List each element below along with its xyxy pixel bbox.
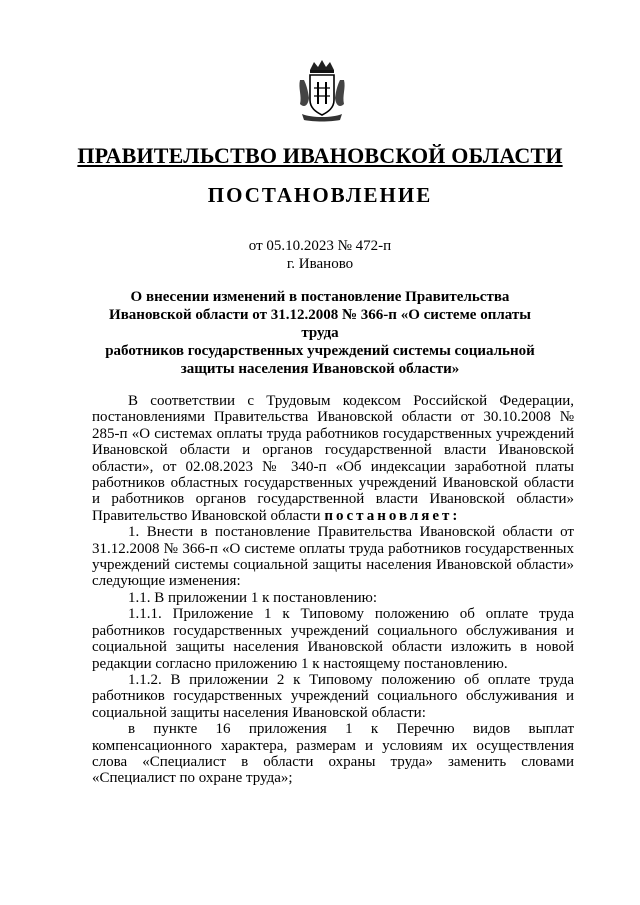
document-type: ПОСТАНОВЛЕНИЕ [207, 183, 433, 207]
heading-line: работников государственных учреждений системы социальной [105, 343, 535, 359]
decree-word: постановляет: [324, 507, 461, 524]
government-title: ПРАВИТЕЛЬСТВО ИВАНОВСКОЙ ОБЛАСТИ [77, 143, 563, 168]
document-place: г. Иваново [286, 256, 354, 272]
document-body [92, 393, 574, 787]
paragraph-text: В соответствии с Трудовым кодексом Российской Федерации, постановлениями Правительства Ивановской области от 30.10.2008 № 285-п «О системах оплаты труда работников государственных учреждений Ивановской области и органов государственной власти Ивановской области», от 02.08.2023 № 340-п «Об индексации заработной платы работников областных государственных учреждений Ивановской области и работников органов государственной власти Ивановской области» Правительство Ивановской области [92, 393, 574, 524]
body-paragraph: 1.1.1. Приложение 1 к Типовому положению об оплате труда работников государственных учреждений социального обслуживания и социальной защиты населения Ивановской области изложить в новой редакции согласно приложению 1 к настоящему постановлению. [92, 606, 574, 672]
body-paragraph [92, 393, 574, 524]
document-date-number: от 05.10.2023 № 472-п [248, 238, 392, 254]
body-paragraph: в пункте 16 приложения 1 к Перечню видов выплат компенсационного характера, размерам и условиям их осуществления слова «Специалист в области охраны труда» заменить словами «Специалист по охране труда»; [92, 721, 574, 787]
body-paragraph: 1. Внести в постановление Правительства Ивановской области от 31.12.2008 № 366-п «О системе оплаты труда работников государственных учреждений системы социальной защиты населения Ивановской области» следующие изменения: [92, 524, 574, 590]
heading-line: защиты населения Ивановской области» [180, 361, 460, 377]
document-heading [95, 288, 545, 378]
body-paragraph: 1.1. В приложении 1 к постановлению: [128, 589, 378, 606]
body-paragraph: 1.1.2. В приложении 2 к Типовому положению об оплате труда работников государственных учреждений социального обслуживания и социальной защиты населения Ивановской области: [92, 671, 574, 721]
coat-of-arms-icon [296, 58, 348, 122]
heading-line: Ивановской области от 31.12.2008 № 366-п «О системе оплаты труда [109, 307, 531, 341]
heading-line: О внесении изменений в постановление Правительства [130, 289, 510, 305]
